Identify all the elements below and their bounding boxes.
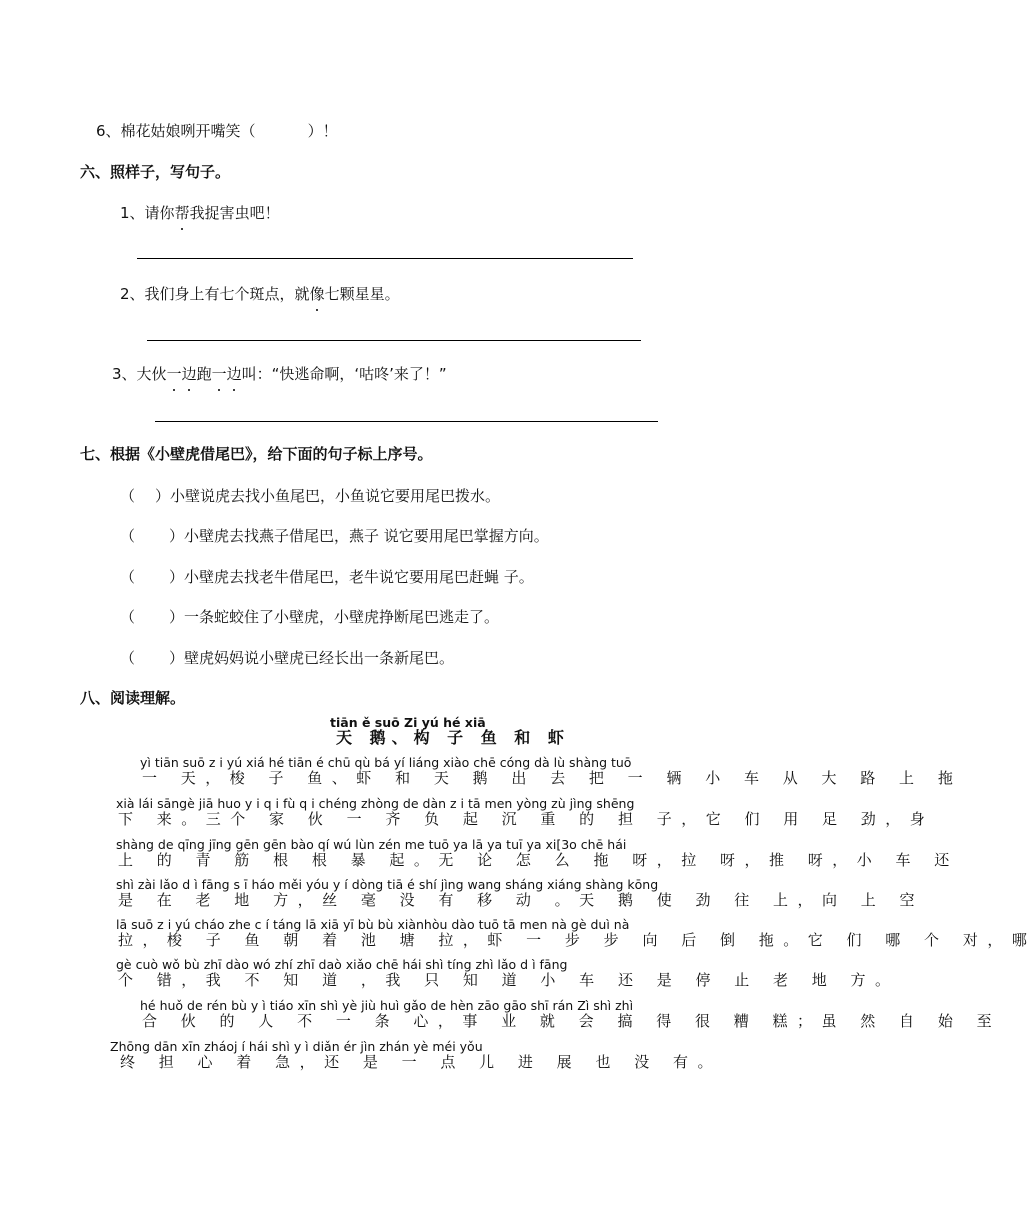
section-7-item-3 (120, 567, 534, 587)
dotted-word: 像 (310, 284, 325, 304)
emphasis-dot (173, 389, 175, 391)
item-number: 3、 (112, 365, 137, 383)
order-bracket-close: ） (169, 527, 185, 545)
section-8-title: 八、阅读理解。 (80, 689, 186, 707)
passage-pinyin-line: Zhōng dān xīn zháoj í hái shì y ì diǎn ér jìn zhán yè méi yǒu (110, 1039, 483, 1054)
section-7-item-4 (120, 607, 499, 627)
item-text: 叫：“快逃命啊，‘咕咚’来了！” (241, 365, 447, 383)
passage-pinyin-line: shàng de qīng jīng gēn gēn bào qí wú lùn zén me tuō ya lā ya tuī ya xi[3o chē hái (116, 837, 627, 852)
section-6-item-3 (112, 364, 447, 384)
question-text-end: ）！ (307, 122, 338, 140)
dotted-word: 一边 (212, 364, 242, 384)
passage-text-line: 拉，梭 子 鱼 朝 着 池 塘 拉，虾 一 步 步 向 后 倒 拖。它 们 哪 个 对，哪 (118, 931, 1036, 949)
item-text: 我捉害虫吧！ (189, 204, 280, 222)
emphasis-dot (233, 389, 235, 391)
item-text: 请你 (144, 204, 175, 222)
passage-pinyin-line: xià lái sāngè jiā huo y i q i fù q i chéng zhòng de dàn z i tā men yòng zù jìng shēng (116, 796, 635, 811)
passage-text-line: 上 的 青 筋 根 根 暴 起。无 论 怎 么 拖 呀，拉 呀，推 呀，小 车 还 (118, 851, 959, 869)
emphasis-dot (181, 228, 183, 230)
dotted-word: 一边 (167, 364, 197, 384)
section-7-item-5 (120, 648, 454, 668)
item-number: 2、 (120, 285, 145, 303)
item-text: 我们身上有七个斑点，就 (144, 285, 310, 303)
sentence-text: 壁虎妈妈说小壁虎已经长出一条新尾巴。 (184, 649, 455, 667)
passage-pinyin-line: hé huǒ de rén bù y ì tiáo xīn shì yè jiù huì gǎo de hèn zāo gāo shī rán Zì shì zhì (140, 998, 634, 1013)
sentence-text: 一条蛇蛟住了小壁虎，小壁虎挣断尾巴逃走了。 (184, 608, 500, 626)
emphasis-dot (316, 309, 318, 311)
order-bracket-close: ） (155, 487, 171, 505)
answer-line-3[interactable] (155, 421, 658, 422)
emphasis-dot (218, 389, 220, 391)
section-7-title: 七、根据《小壁虎借尾巴》，给下面的句子标上序号。 (80, 445, 433, 463)
item-text: 跑 (196, 365, 212, 383)
passage-text-line: 合 伙 的 人 不 一 条 心，事 业 就 会 搞 得 很 糟 糕；虽 然 自 始 至 (142, 1012, 1002, 1030)
question-6 (96, 121, 338, 141)
answer-line-2[interactable] (147, 340, 641, 341)
section-7-item-2 (120, 526, 549, 546)
passage-pinyin-line: gè cuò wǒ bù zhī dào wó zhí zhī daò xiǎo chē hái shì tíng zhì lǎo d ì fāng (116, 957, 568, 972)
passage-text-line: 下 来。三个 家 伙 一 齐 负 起 沉 重 的 担 子，它 们 用 足 劲，身 (118, 810, 935, 828)
order-bracket-open: （ (120, 568, 136, 586)
order-bracket-close: ） (169, 568, 185, 586)
passage-pinyin-line: lā suō z i yú cháo zhe c í táng lā xiā yī bù bù xiànhòu dào tuō tā men nà gè duì nà (116, 917, 630, 932)
order-bracket-open: （ (120, 487, 136, 505)
order-bracket-close: ） (169, 649, 185, 667)
sentence-text: 小壁虎去找老牛借尾巴，老牛说它要用尾巴赶蝇 子。 (184, 568, 534, 586)
section-6-title: 六、照样子，写句子。 (80, 163, 231, 181)
order-bracket-open: （ (120, 608, 136, 626)
passage-text-line: 是 在 老 地 方，丝 毫 没 有 移 动 。天 鹅 使 劲 往 上，向 上 空 (118, 891, 925, 909)
sentence-text: 小壁虎去找燕子借尾巴，燕子 说它要用尾巴掌握方向。 (184, 527, 549, 545)
item-number: 1、 (120, 204, 145, 222)
order-bracket-open: （ (120, 527, 136, 545)
section-6-item-2 (120, 284, 400, 304)
dotted-word: 帮 (175, 203, 190, 223)
order-bracket-close: ） (169, 608, 185, 626)
passage-text-line: 终 担 心 着 急，还 是 一 点 儿 进 展 也 没 有。 (120, 1053, 722, 1071)
passage-title: 天 鹅、构 子 鱼 和 虾 (336, 728, 570, 747)
emphasis-dot (188, 389, 190, 391)
question-text: 棉花姑娘咧开嘴笑（ (120, 122, 256, 140)
passage-pinyin-line: yì tiān suō z i yú xiá hé tiān é chū qù bá yí liáng xiào chē cóng dà lù shàng tuō (140, 755, 632, 770)
section-6-item-1 (120, 203, 280, 223)
passage-title-pinyin: tiān ě suō Zi yú hé xiā (330, 715, 486, 730)
passage-pinyin-line: shì zài lǎo d ì fāng s ī háo měi yóu y í dòng tiā é shí jìng wang sháng xiáng shàng kōng (116, 877, 659, 892)
item-text: 七颗星星。 (324, 285, 400, 303)
passage-text-line: 个 错，我 不 知 道 ，我 只 知 道 小 车 还 是 停 止 老 地 方。 (118, 971, 900, 989)
section-7-item-1 (120, 486, 500, 506)
question-number: 6、 (96, 122, 121, 140)
passage-text-line: 一 天，梭 子 鱼、虾 和 天 鹅 出 去 把 一 辆 小 车 从 大 路 上 拖 (142, 769, 963, 787)
order-bracket-open: （ (120, 649, 136, 667)
answer-line-1[interactable] (137, 258, 633, 259)
sentence-text: 小壁说虎去找小鱼尾巴，小鱼说它要用尾巴拨水。 (170, 487, 501, 505)
item-text: 大伙 (136, 365, 167, 383)
